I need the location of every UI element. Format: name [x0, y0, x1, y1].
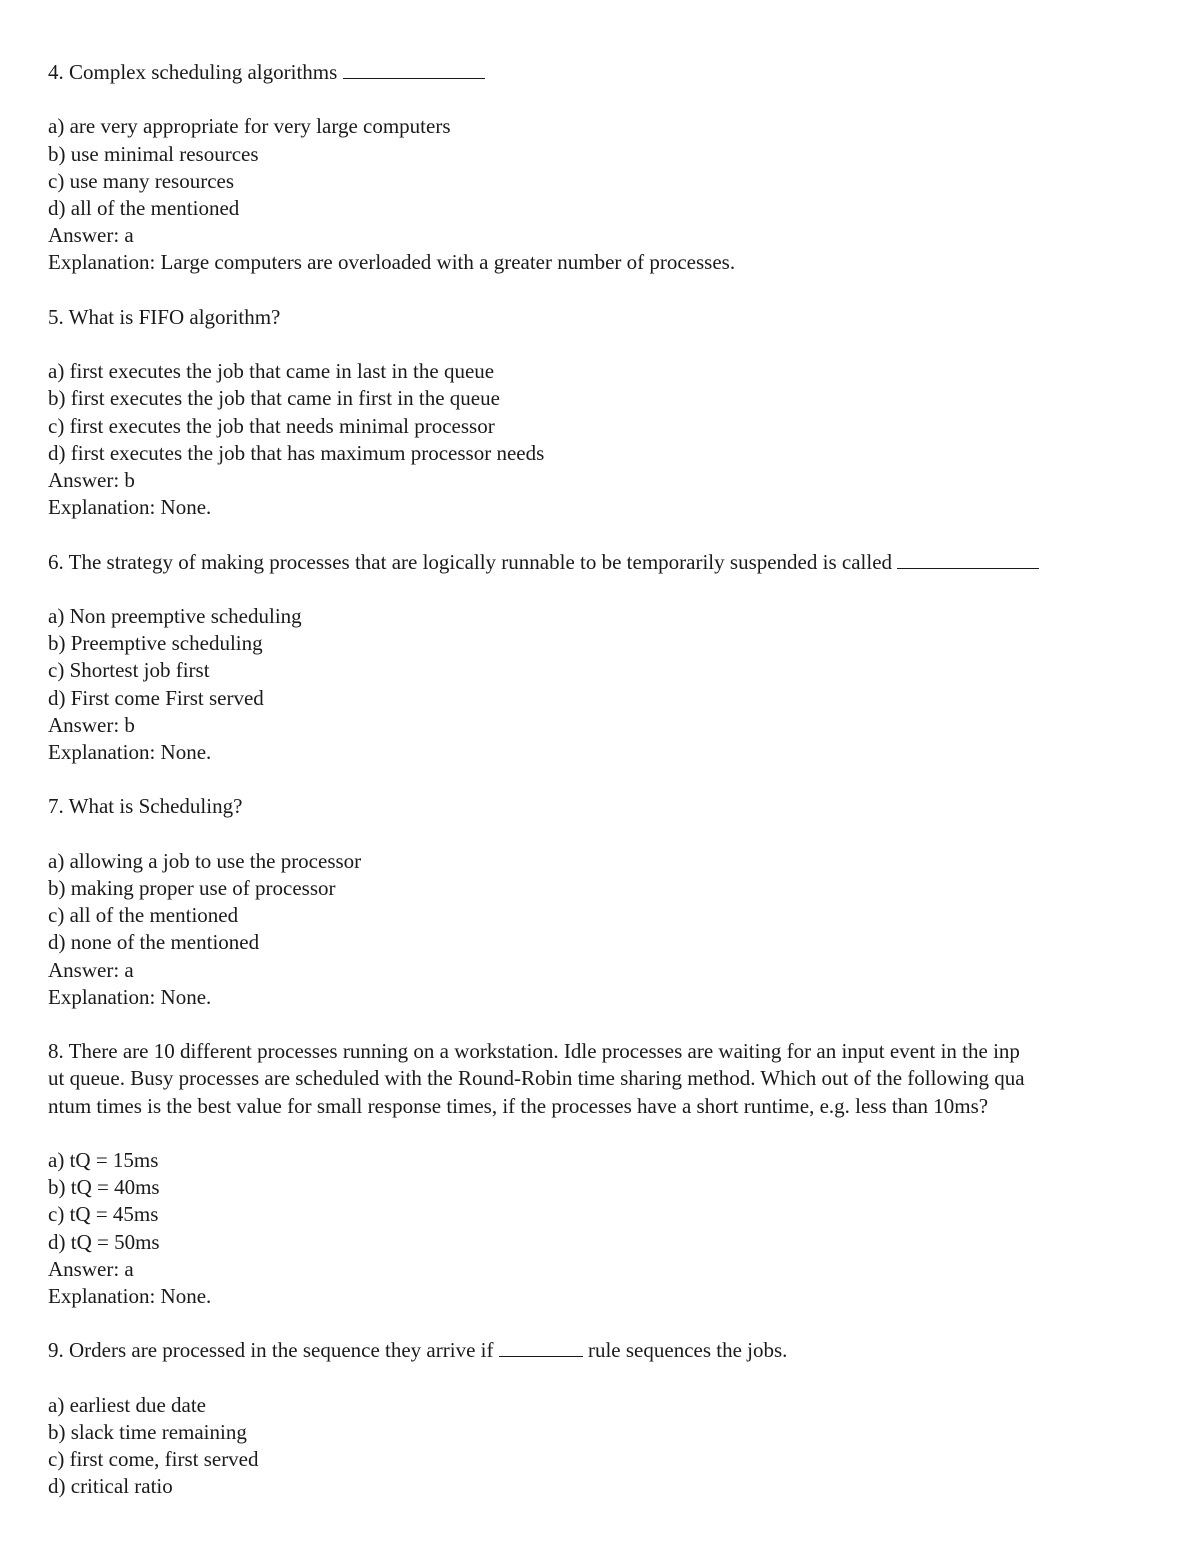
- option-d: d) none of the mentioned: [48, 930, 260, 955]
- option-c: c) Shortest job first: [48, 658, 210, 683]
- option-a: a) earliest due date: [48, 1392, 206, 1417]
- question-prompt-line-3: ntum times is the best value for small response times, if the processes have a short runtime, e.g. less than 10ms?: [48, 1093, 989, 1118]
- answer-line: Answer: a: [48, 957, 134, 982]
- question-prompt: 9. Orders are processed in the sequence they arrive if rule sequences the jobs.: [48, 1338, 788, 1363]
- option-a: a) Non preemptive scheduling: [48, 603, 302, 628]
- option-d: d) first executes the job that has maximum processor needs: [48, 440, 545, 465]
- answer-line: Answer: a: [48, 223, 134, 248]
- option-b: b) use minimal resources: [48, 141, 259, 166]
- answer-blank: [897, 550, 1039, 569]
- option-d: d) all of the mentioned: [48, 196, 240, 220]
- option-d: d) critical ratio: [48, 1474, 173, 1499]
- option-b: b) Preemptive scheduling: [48, 631, 263, 656]
- option-d: d) tQ = 50ms: [48, 1229, 160, 1254]
- answer-line: Answer: b: [48, 468, 135, 492]
- option-d: d) First come First served: [48, 685, 264, 710]
- option-c: c) use many resources: [48, 168, 235, 193]
- option-b: b) first executes the job that came in first in the queue: [48, 386, 500, 411]
- question-prompt: 5. What is FIFO algorithm?: [48, 304, 281, 329]
- explanation-line: Explanation: None.: [48, 1284, 212, 1308]
- answer-blank: [343, 60, 485, 79]
- option-b: b) tQ = 40ms: [48, 1175, 160, 1200]
- option-c: c) first come, first served: [48, 1447, 259, 1472]
- question-prompt: 6. The strategy of making processes that are logically runnable to be temporarily suspended is called: [48, 549, 1160, 576]
- question-8: [48, 1038, 1160, 1310]
- option-a: a) allowing a job to use the processor: [48, 848, 362, 873]
- explanation-line: Explanation: None.: [48, 495, 212, 520]
- option-a: a) are very appropriate for very large computers: [48, 114, 451, 139]
- option-a: a) tQ = 15ms: [48, 1147, 159, 1172]
- explanation-line: Explanation: Large computers are overloaded with a greater number of processes.: [48, 250, 736, 275]
- question-7: [48, 793, 1160, 1011]
- question-9: [48, 1337, 1160, 1500]
- question-prompt-line-2: ut queue. Busy processes are scheduled with the Round-Robin time sharing method. Which out of the following qua: [48, 1066, 1025, 1091]
- question-4: [48, 59, 1160, 277]
- option-c: c) all of the mentioned: [48, 903, 239, 928]
- option-b: b) making proper use of processor: [48, 875, 336, 900]
- question-prompt-line-1: 8. There are 10 different processes running on a workstation. Idle processes are waiting for an input event in the inp: [48, 1039, 1020, 1064]
- answer-line: Answer: a: [48, 1256, 134, 1281]
- question-prompt: 4. Complex scheduling algorithms: [48, 59, 1160, 86]
- explanation-line: Explanation: None.: [48, 740, 212, 764]
- question-prompt: 7. What is Scheduling?: [48, 794, 243, 819]
- explanation-line: Explanation: None.: [48, 984, 212, 1009]
- option-c: c) first executes the job that needs minimal processor: [48, 413, 495, 438]
- question-5: [48, 304, 1160, 522]
- question-6: [48, 549, 1160, 767]
- option-a: a) first executes the job that came in last in the queue: [48, 359, 495, 384]
- answer-line: Answer: b: [48, 712, 135, 737]
- answer-blank: [499, 1338, 583, 1357]
- option-b: b) slack time remaining: [48, 1419, 247, 1444]
- option-c: c) tQ = 45ms: [48, 1202, 159, 1227]
